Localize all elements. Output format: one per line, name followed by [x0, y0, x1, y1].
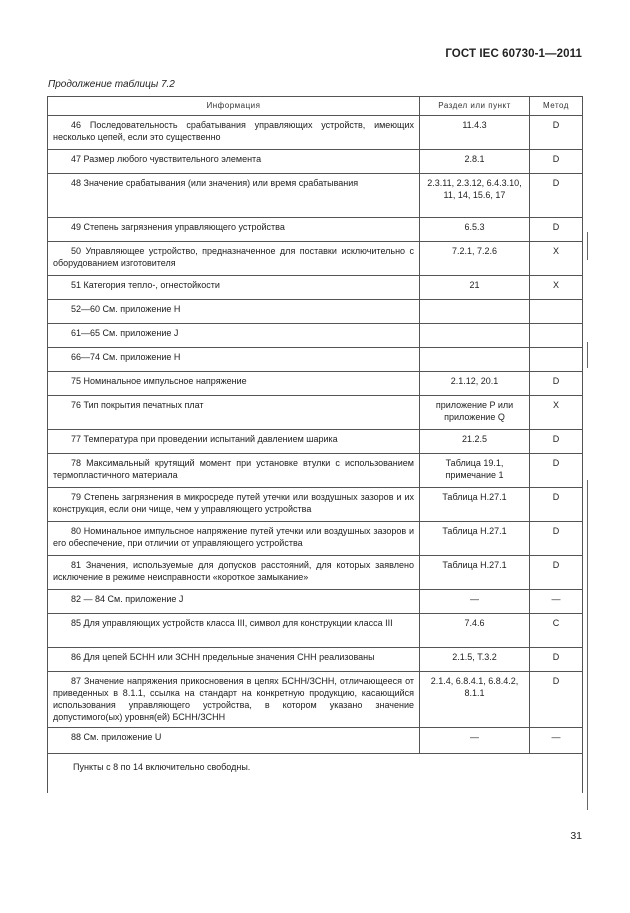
table-row	[48, 348, 583, 372]
margin-mark	[587, 342, 588, 368]
row-info-cell	[48, 672, 420, 728]
row-method-cell: D	[530, 150, 583, 174]
row-section-cell: Таблица H.27.1	[420, 556, 530, 590]
row-info-cell	[48, 488, 420, 522]
row-method-cell: D	[530, 454, 583, 488]
row-info-text: 75 Номинальное импульсное напряжение	[71, 376, 247, 386]
row-method-cell	[530, 324, 583, 348]
row-info-text: 88 См. приложение U	[71, 731, 162, 742]
row-info-text: 48 Значение срабатывания (или значения) или время срабатывания	[71, 178, 359, 188]
row-info-cell	[48, 522, 420, 556]
table-row	[48, 590, 583, 614]
row-method-cell: X	[530, 396, 583, 430]
row-info-cell	[48, 150, 420, 174]
row-info-text: 80 Номинальное импульсное напряжение путей утечки или воздушных зазоров и его обеспечение, при отличии от управляющего устройства	[53, 526, 414, 548]
row-info-cell	[48, 116, 420, 150]
row-section-cell: Таблица H.27.1	[420, 522, 530, 556]
row-method-cell: D	[530, 556, 583, 590]
row-section-cell: 11.4.3	[420, 116, 530, 150]
table-row	[48, 324, 583, 348]
row-section-cell	[420, 348, 530, 372]
row-method-cell: D	[530, 488, 583, 522]
row-info-cell	[48, 218, 420, 242]
row-info-text: 49 Степень загрязнения управляющего устройства	[71, 222, 285, 232]
table-row	[48, 150, 583, 174]
row-section-cell: 2.3.11, 2.3.12, 6.4.3.10, 11, 14, 15.6, 17	[420, 174, 530, 218]
table-note-row	[48, 753, 583, 793]
table-row	[48, 300, 583, 324]
row-info-cell	[48, 648, 420, 672]
row-section-cell: 2.1.4, 6.8.4.1, 6.8.4.2, 8.1.1	[420, 672, 530, 728]
row-section-cell	[420, 324, 530, 348]
row-info-text: 76 Тип покрытия печатных плат	[71, 400, 204, 410]
column-header-section: Раздел или пункт	[420, 97, 530, 116]
table-row	[48, 242, 583, 276]
row-info-text: 78 Максимальный крутящий момент при установке втулки с использованием термопластичного материала	[53, 458, 414, 480]
row-info-cell	[48, 324, 420, 348]
row-info-text: 86 Для цепей БСНН или ЗСНН предельные значения СНН реализованы	[71, 652, 375, 662]
row-section-cell: 2.8.1	[420, 150, 530, 174]
row-method-cell: D	[530, 522, 583, 556]
table-row	[48, 614, 583, 648]
requirements-table	[47, 96, 583, 793]
row-method-cell	[530, 348, 583, 372]
row-method-cell: D	[530, 218, 583, 242]
table-row	[48, 522, 583, 556]
table-row	[48, 276, 583, 300]
table-row	[48, 648, 583, 672]
row-method-cell: D	[530, 372, 583, 396]
row-info-cell	[48, 614, 420, 648]
margin-mark	[587, 232, 588, 260]
row-info-text: 77 Температура при проведении испытаний давлением шарика	[71, 434, 338, 444]
row-section-cell: 6.5.3	[420, 218, 530, 242]
row-info-cell	[48, 242, 420, 276]
row-info-text: 79 Степень загрязнения в микросреде путей утечки или воздушных зазоров и их конструкция, если они чище, чем у управляющего устройства	[53, 492, 414, 514]
row-info-cell	[48, 372, 420, 396]
row-section-cell: 2.1.12, 20.1	[420, 372, 530, 396]
row-method-cell: D	[530, 648, 583, 672]
row-info-text: 85 Для управляющих устройств класса III, символ для конструкции класса III	[71, 618, 393, 628]
column-header-method: Метод	[530, 97, 583, 116]
row-section-cell: 21.2.5	[420, 430, 530, 454]
row-info-text: 87 Значение напряжения прикосновения в цепях БСНН/ЗСНН, отличающееся от приведенных в 8.1.1, ссылка на стандарт на конкретную продукцию, касающийся использования управляющего устройства, в котором указано значение допустимого(ых) уровня(ей) БСНН/ЗСНН	[53, 676, 414, 722]
row-info-text: 82 — 84 См. приложение J	[71, 594, 184, 604]
table-row	[48, 430, 583, 454]
column-header-info: Информация	[48, 97, 420, 116]
row-method-cell: X	[530, 276, 583, 300]
document-header: ГОСТ IEC 60730-1—2011	[445, 48, 582, 60]
row-section-cell: —	[420, 727, 530, 753]
row-info-cell	[48, 174, 420, 218]
row-method-cell: —	[530, 727, 583, 753]
row-info-cell	[48, 454, 420, 488]
row-info-text: 50 Управляющее устройство, предназначенное для поставки исключительно с оборудованием изготовителя	[53, 246, 414, 268]
row-section-cell: 2.1.5, Т.3.2	[420, 648, 530, 672]
row-section-cell: 7.2.1, 7.2.6	[420, 242, 530, 276]
row-method-cell: X	[530, 242, 583, 276]
row-info-text: 52—60 См. приложение H	[71, 304, 181, 314]
row-info-text: 81 Значения, используемые для допусков расстояний, для которых заявлено исключение в режиме неисправности «короткое замыкание»	[53, 560, 414, 582]
row-section-cell	[420, 300, 530, 324]
row-section-cell: Таблица H.27.1	[420, 488, 530, 522]
table-row	[48, 556, 583, 590]
row-info-cell	[48, 727, 420, 753]
row-info-cell	[48, 430, 420, 454]
row-method-cell: C	[530, 614, 583, 648]
table-row	[48, 454, 583, 488]
row-info-cell	[48, 590, 420, 614]
table-row	[48, 672, 583, 728]
table-row	[48, 116, 583, 150]
table-continuation-title: Продолжение таблицы 7.2	[48, 79, 175, 90]
row-method-cell: D	[530, 430, 583, 454]
page-number: 31	[570, 830, 582, 842]
table-body	[48, 116, 583, 754]
table-row	[48, 727, 583, 753]
row-info-cell	[48, 396, 420, 430]
row-method-cell: D	[530, 672, 583, 728]
row-method-cell: D	[530, 174, 583, 218]
row-info-cell	[48, 556, 420, 590]
row-info-cell	[48, 348, 420, 372]
row-method-cell: —	[530, 590, 583, 614]
row-section-cell: 21	[420, 276, 530, 300]
table-row	[48, 372, 583, 396]
row-info-text: 47 Размер любого чувствительного элемента	[71, 154, 262, 164]
row-section-cell: —	[420, 590, 530, 614]
row-info-cell	[48, 276, 420, 300]
row-info-text: 46 Последовательность срабатывания управляющих устройств, имеющих несколько цепей, если это существенно	[53, 120, 414, 142]
row-info-text: 61—65 См. приложение J	[71, 328, 179, 338]
table-row	[48, 174, 583, 218]
table-row	[48, 488, 583, 522]
row-section-cell: приложение P или приложение Q	[420, 396, 530, 430]
table-row	[48, 218, 583, 242]
margin-mark	[587, 480, 588, 810]
row-section-cell: Таблица 19.1, примечание 1	[420, 454, 530, 488]
row-method-cell	[530, 300, 583, 324]
row-info-cell	[48, 300, 420, 324]
row-info-text: 51 Категория тепло-, огнестойкости	[71, 280, 220, 290]
row-method-cell: D	[530, 116, 583, 150]
table-header-row	[48, 97, 583, 116]
table-row	[48, 396, 583, 430]
row-info-text: 66—74 См. приложение H	[71, 352, 181, 362]
row-section-cell: 7.4.6	[420, 614, 530, 648]
table-note: Пункты с 8 по 14 включительно свободны.	[48, 753, 583, 793]
